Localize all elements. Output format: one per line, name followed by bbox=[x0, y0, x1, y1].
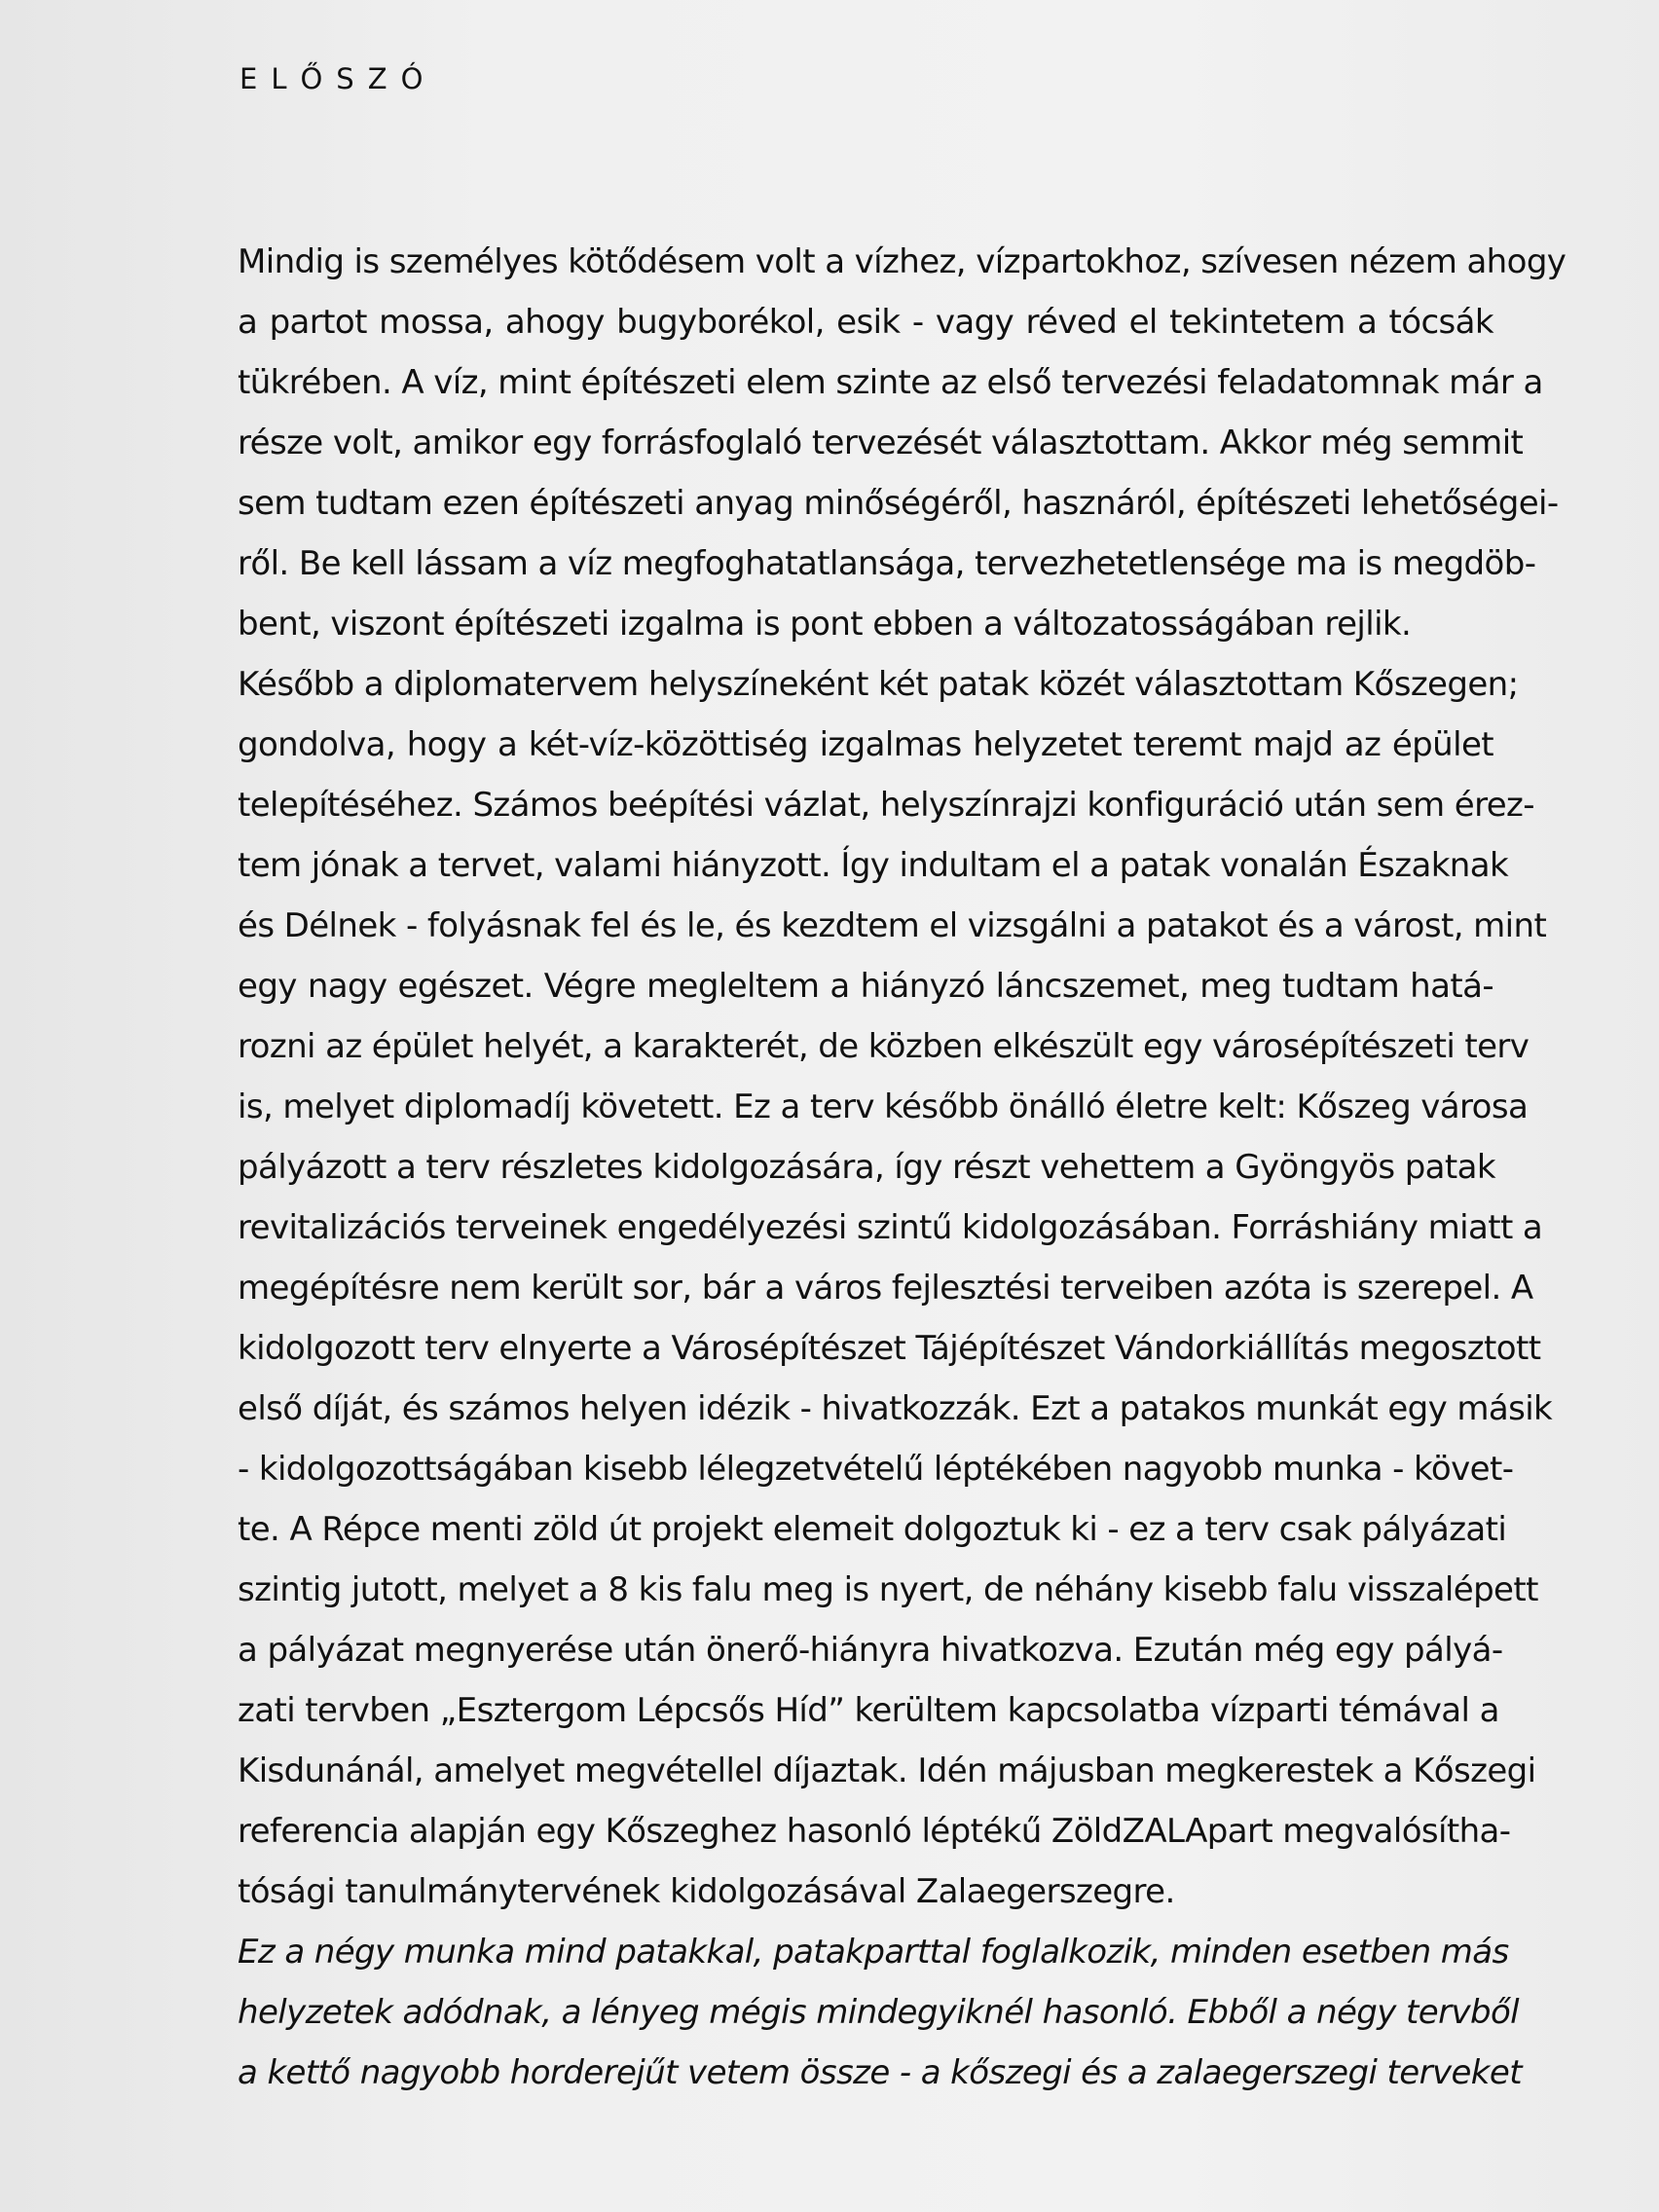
text-line: a kettő nagyobb horderejűt vetem össze - a kőszegi és a zalaegerszegi terveket bbox=[238, 2053, 1522, 2092]
text-line: megépítésre nem került sor, bár a város fejlesztési terveiben azóta is szerepel. A bbox=[238, 1269, 1533, 1308]
text-line: tósági tanulmánytervének kidolgozásával Zalaegerszegre. bbox=[238, 1872, 1175, 1911]
text-line: - kidolgozottságában kisebb lélegzetvételű léptékében nagyobb munka - követ- bbox=[238, 1450, 1514, 1489]
text-line: tem jónak a tervet, valami hiányzott. Így indultam el a patak vonalán Északnak bbox=[238, 846, 1509, 885]
text-line: te. A Répce menti zöld út projekt elemeit dolgoztuk ki - ez a terv csak pályázati bbox=[238, 1510, 1507, 1549]
text-line: gondolva, hogy a két-víz-közöttiség izgalmas helyzetet teremt majd az épület bbox=[238, 725, 1493, 764]
text-line: is, melyet diplomadíj követett. Ez a terv később önálló életre kelt: Kőszeg városa bbox=[238, 1088, 1529, 1126]
text-line: kidolgozott terv elnyerte a Városépítészet Tájépítészet Vándorkiállítás megosztott bbox=[238, 1329, 1541, 1368]
text-line: helyzetek adódnak, a lényeg mégis mindegyiknél hasonló. Ebből a négy tervből bbox=[238, 1993, 1519, 2032]
text-line: és Délnek - folyásnak fel és le, és kezdtem el vizsgálni a patakot és a várost, mint bbox=[238, 906, 1547, 945]
body-text bbox=[238, 232, 1567, 2103]
text-line: bent, viszont építészeti izgalma is pont ebben a változatosságában rejlik. bbox=[238, 605, 1412, 644]
paragraph-2 bbox=[238, 654, 1553, 1922]
text-line: egy nagy egészet. Végre megleltem a hiányzó láncszemet, meg tudtam hatá- bbox=[238, 967, 1493, 1006]
text-line: Ez a négy munka mind patakkal, patakparttal foglalkozik, minden esetben más bbox=[238, 1933, 1509, 1972]
text-line: Később a diplomatervem helyszíneként két patak közét választottam Kőszegen; bbox=[238, 665, 1519, 704]
text-line: Mindig is személyes kötődésem volt a vízhez, vízpartokhoz, szívesen nézem ahogy bbox=[238, 242, 1567, 281]
paragraph-1 bbox=[238, 232, 1567, 654]
text-line: telepítéséhez. Számos beépítési vázlat, helyszínrajzi konfiguráció után sem érez- bbox=[238, 786, 1534, 825]
text-line: pályázott a terv részletes kidolgozására, így részt vehettem a Gyöngyös patak bbox=[238, 1148, 1495, 1187]
text-line: Kisdunánál, amelyet megvétellel díjaztak. Idén májusban megkerestek a Kőszegi bbox=[238, 1751, 1536, 1790]
text-line: rozni az épület helyét, a karakterét, de közben elkészült egy városépítészeti terv bbox=[238, 1027, 1530, 1066]
text-line: referencia alapján egy Kőszeghez hasonló léptékű ZöldZALApart megvalósítha- bbox=[238, 1812, 1511, 1851]
text-line: első díját, és számos helyen idézik - hivatkozzák. Ezt a patakos munkát egy másik bbox=[238, 1389, 1553, 1428]
page-title: ELŐSZÓ bbox=[240, 62, 437, 95]
paragraph-3 bbox=[238, 1922, 1522, 2103]
text-line: része volt, amikor egy forrásfoglaló tervezését választottam. Akkor még semmit bbox=[238, 424, 1524, 462]
text-line: tükrében. A víz, mint építészeti elem szinte az első tervezési feladatomnak már a bbox=[238, 363, 1543, 402]
text-line: ről. Be kell lássam a víz megfoghatatlansága, tervezhetetlensége ma is megdöb- bbox=[238, 544, 1536, 583]
text-line: sem tudtam ezen építészeti anyag minőségéről, hasznáról, építészeti lehetőségei- bbox=[238, 484, 1559, 523]
text-line: revitalizációs terveinek engedélyezési szintű kidolgozásában. Forráshiány miatt a bbox=[238, 1208, 1543, 1247]
text-line: a pályázat megnyerése után önerő-hiányra hivatkozva. Ezután még egy pályá- bbox=[238, 1631, 1503, 1670]
text-line: szintig jutott, melyet a 8 kis falu meg is nyert, de néhány kisebb falu visszalépett bbox=[238, 1570, 1538, 1609]
text-line: zati tervben „Esztergom Lépcsős Híd” kerültem kapcsolatba vízparti témával a bbox=[238, 1691, 1499, 1730]
text-line: a partot mossa, ahogy bugyborékol, esik - vagy réved el tekintetem a tócsák bbox=[238, 303, 1493, 342]
